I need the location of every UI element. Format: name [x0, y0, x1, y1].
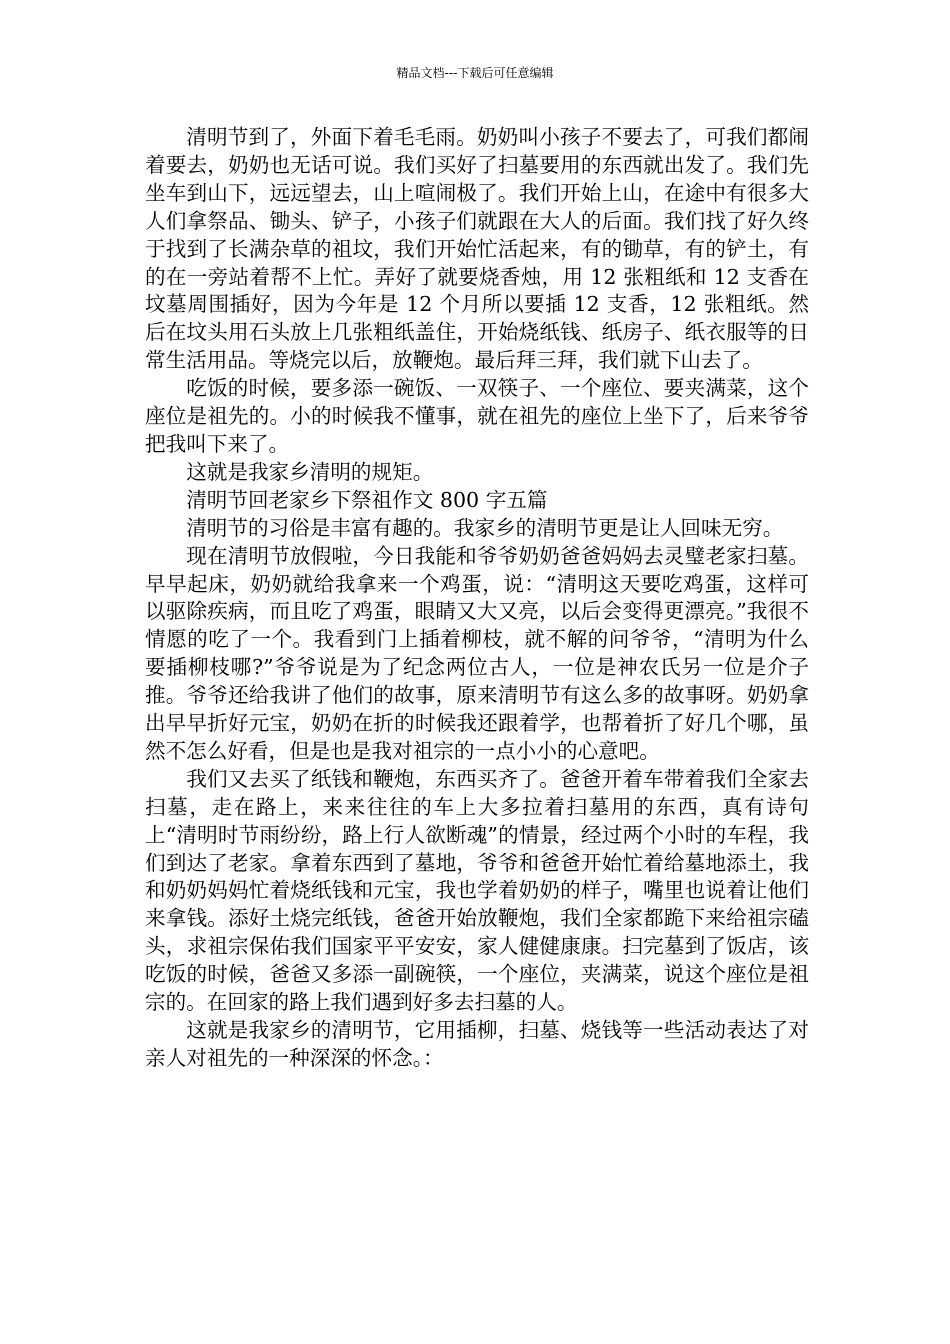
essay-title: 清明节回老家乡下祭祖作文 800 字五篇 — [186, 487, 548, 512]
paragraph: 我们又去买了纸钱和鞭炮，东西买齐了。爸爸开着车带着我们全家去扫墓，走在路上，来来往往的车上大多拉着扫墓用的东西，真有诗句上“清明时节雨纷纷，路上行人欲断魂”的情景，经过两个小时的车程，我们到达了老家。拿着东西到了墓地，爷爷和爸爸开始忙着给墓地添土，我和奶奶妈妈忙着烧纸钱和元宝，我也学着奶奶的样子，嘴里也说着让他们来拿钱。添好土烧完纸钱，爸爸开始放鞭炮，我们全家都跪下来给祖宗磕头，求祖宗保佑我们国家平平安安，家人健健康康。扫完墓到了饭店，该吃饭的时候，爸爸又多添一副碗筷，一个座位，夹满菜，说这个座位是祖宗的。在回家的路上我们遇到好多去扫墓的人。 — [145, 766, 809, 1015]
document-body — [145, 124, 809, 1073]
paragraph: 清明节的习俗是丰富有趣的。我家乡的清明节更是让人回味无穷。 — [186, 515, 784, 540]
paragraph: 吃饭的时候，要多添一碗饭、一双筷子、一个座位、要夹满菜，这个座位是祖先的。小的时候我不懂事，就在祖先的座位上坐下了，后来爷爷把我叫下来了。 — [145, 376, 809, 456]
page-header: 精品文档---下载后可任意编辑 — [396, 66, 554, 80]
paragraph: 现在清明节放假啦，今日我能和爷爷奶奶爸爸妈妈去灵璧老家扫墓。早早起床，奶奶就给我拿来一个鸡蛋，说：“清明这天要吃鸡蛋，这样可以驱除疾病，而且吃了鸡蛋，眼睛又大又亮，以后会变得更漂亮。”我很不情愿的吃了一个。我看到门上插着柳枝，就不解的问爷爷，“清明为什么要插柳枝哪?”爷爷说是为了纪念两位古人，一位是神农氏另一位是介子推。爷爷还给我讲了他们的故事，原来清明节有这么多的故事呀。奶奶拿出早早折好元宝，奶奶在折的时候我还跟着学，也帮着折了好几个哪，虽然不怎么好看，但是也是我对祖宗的一点小小的心意吧。 — [145, 543, 809, 763]
paragraph: 清明节到了，外面下着毛毛雨。奶奶叫小孩子不要去了，可我们都闹着要去，奶奶也无话可说。我们买好了扫墓要用的东西就出发了。我们先坐车到山下，远远望去，山上喧闹极了。我们开始上山，在途中有很多大人们拿祭品、锄头、铲子，小孩子们就跟在大人的后面。我们找了好久终于找到了长满杂草的祖坟，我们开始忙活起来，有的锄草，有的铲土，有的在一旁站着帮不上忙。弄好了就要烧香烛，用 12 张粗纸和 12 支香在坟墓周围插好，因为今年是 12 个月所以要插 12 支香，12 张粗纸。然后在坟头用石头放上几张粗纸盖住，开始烧纸钱、纸房子、纸衣服等的日常生活用品。等烧完以后，放鞭炮。最后拜三拜，我们就下山去了。 — [145, 125, 809, 373]
paragraph: 这就是我家乡清明的规矩。 — [186, 459, 434, 484]
paragraph: 这就是我家乡的清明节，它用插柳，扫墓、烧钱等一些活动表达了对亲人对祖先的一种深深的怀念。： — [145, 1018, 809, 1070]
